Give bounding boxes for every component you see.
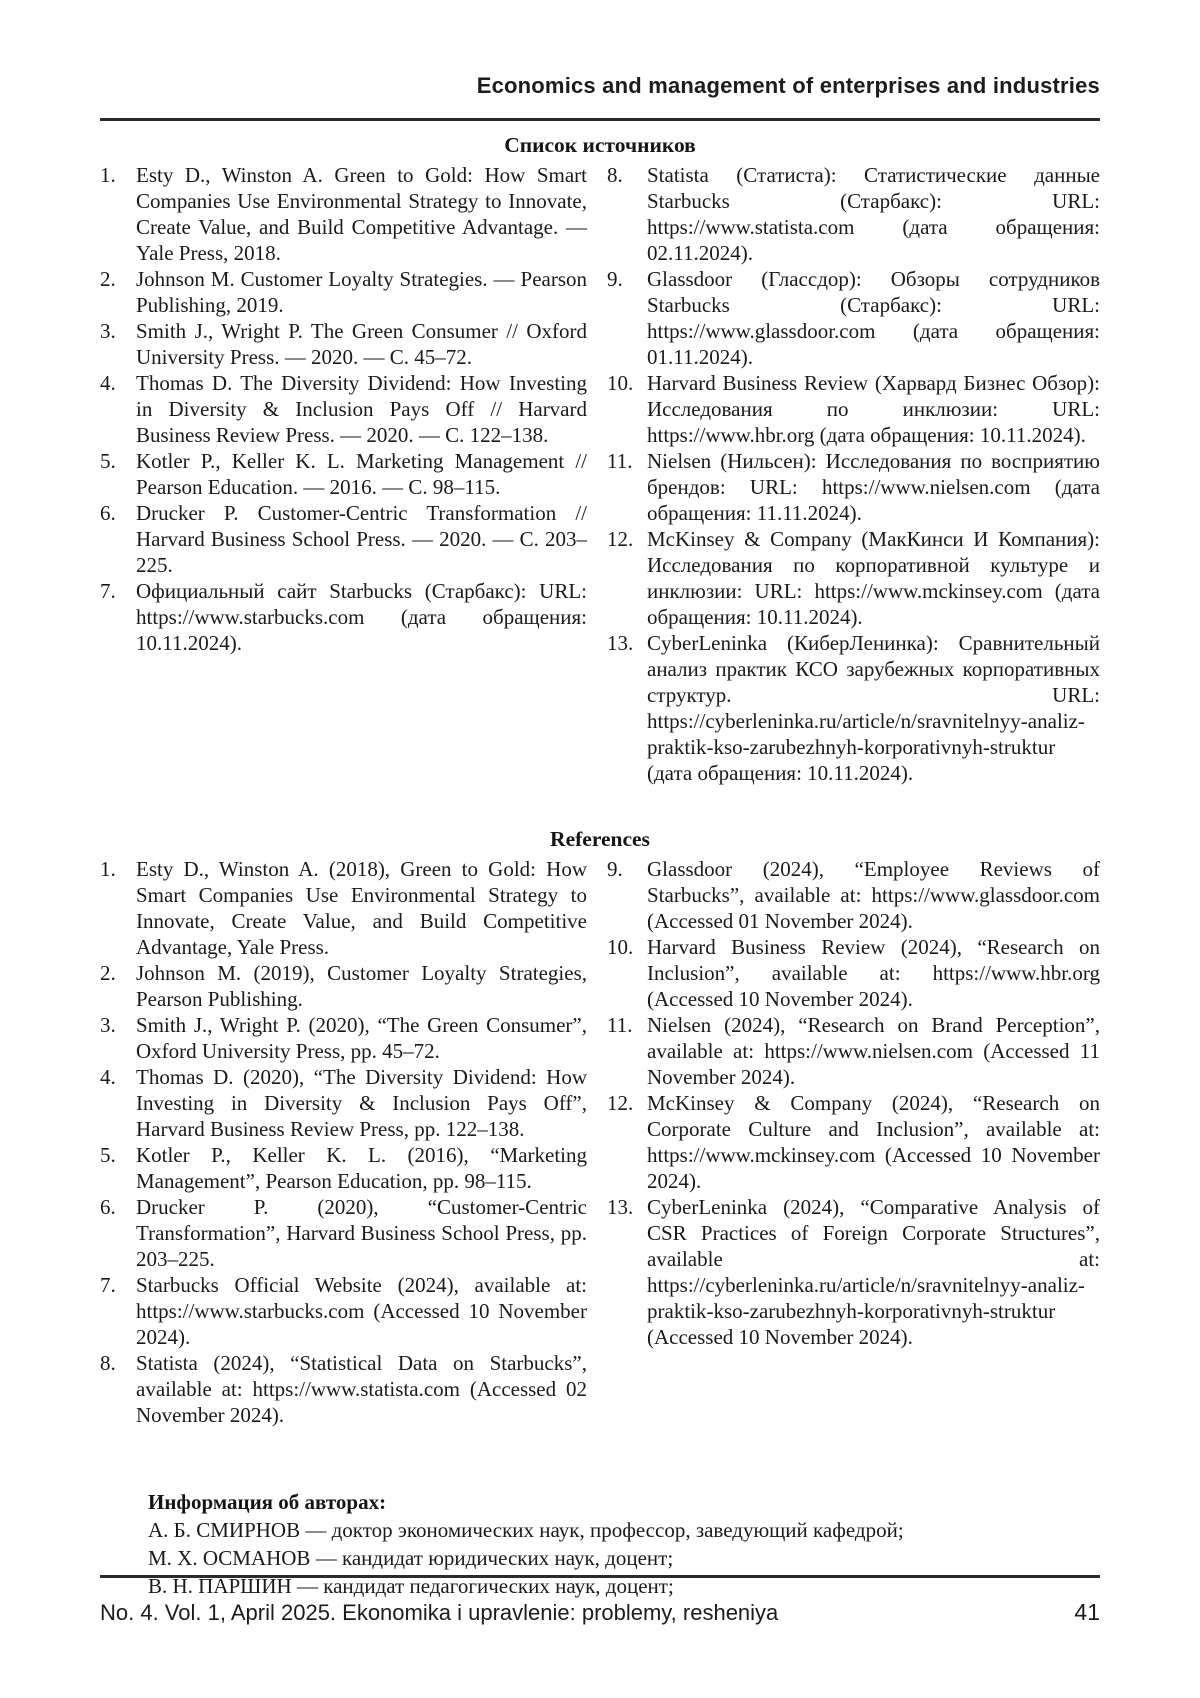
reference-text: Esty D., Winston A. Green to Gold: How Smart Companies Use Environmental Strategy to Innovate, Create Value, and Build Competitive Advantage. — Yale Press, 2018.	[136, 163, 587, 265]
sources-column-left	[100, 162, 587, 786]
reference-item	[100, 266, 587, 318]
reference-item	[100, 162, 587, 266]
reference-item	[607, 630, 1100, 786]
footer-row	[100, 1599, 1100, 1626]
sources-columns	[100, 162, 1100, 786]
reference-number: 12.	[607, 1091, 634, 1115]
reference-item	[607, 1012, 1100, 1090]
author-line	[148, 1544, 1100, 1572]
reference-text: Statista (2024), “Statistical Data on Starbucks”, available at: https://www.statista.com (Accessed 02 November 2024).	[136, 1351, 587, 1427]
reference-text: Kotler P., Keller K. L. (2016), “Marketing Management”, Pearson Education, pp. 98–115.	[136, 1143, 587, 1193]
reference-item	[607, 1194, 1100, 1350]
reference-number: 10.	[607, 935, 634, 959]
reference-text: Johnson M. (2019), Customer Loyalty Strategies, Pearson Publishing.	[136, 961, 587, 1011]
references-heading: References	[550, 827, 650, 851]
reference-text: Starbucks Official Website (2024), available at: https://www.starbucks.com (Accessed 10 November 2024).	[136, 1273, 587, 1349]
reference-text: Thomas D. The Diversity Dividend: How Investing in Diversity & Inclusion Pays Off // Harvard Business Review Press. — 2020. — С. 122–138.	[136, 371, 587, 447]
reference-number: 3.	[100, 1013, 116, 1037]
reference-text: Harvard Business Review (2024), “Research on Inclusion”, available at: https://www.hbr.org (Accessed 10 November 2024).	[647, 935, 1100, 1011]
reference-number: 11.	[607, 449, 633, 473]
running-head-title: Economics and management of enterprises and industries	[476, 73, 1100, 98]
reference-number: 11.	[607, 1013, 633, 1037]
reference-text: Drucker P. (2020), “Customer-Centric Transformation”, Harvard Business School Press, pp. 203–225.	[136, 1195, 587, 1271]
author-description: кандидат педагогических наук, доцент;	[323, 1574, 674, 1598]
reference-text: Drucker P. Customer-Centric Transformation // Harvard Business School Press. — 2020. — С. 203–225.	[136, 501, 587, 577]
author-line	[148, 1516, 1100, 1544]
reference-item	[100, 370, 587, 448]
reference-number: 7.	[100, 1273, 116, 1297]
reference-number: 4.	[100, 1065, 116, 1089]
reference-item	[607, 526, 1100, 630]
reference-item	[100, 1272, 587, 1350]
reference-item	[100, 1194, 587, 1272]
reference-text: CyberLeninka (2024), “Comparative Analysis of CSR Practices of Foreign Corporate Structures”, available at: https://cyberleninka.ru/article/n/sravnitelnyy-analiz-praktik-kso-zarubezhnyh-korporativnyh-struktur (Accessed 10 November 2024).	[647, 1195, 1100, 1349]
reference-text: Nielsen (Нильсен): Исследования по восприятию брендов: URL: https://www.nielsen.com (дата обращения: 11.11.2024).	[647, 449, 1100, 525]
reference-text: Glassdoor (2024), “Employee Reviews of Starbucks”, available at: https://www.glassdoor.com (Accessed 01 November 2024).	[647, 857, 1100, 933]
references-column-right	[607, 856, 1100, 1428]
reference-text: Smith J., Wright P. The Green Consumer // Oxford University Press. — 2020. — С. 45–72.	[136, 319, 587, 369]
reference-number: 13.	[607, 631, 634, 655]
reference-number: 8.	[100, 1351, 116, 1375]
reference-item	[607, 162, 1100, 266]
reference-item	[607, 370, 1100, 448]
reference-item	[607, 934, 1100, 1012]
reference-item	[100, 960, 587, 1012]
reference-text: Glassdoor (Глассдор): Обзоры сотрудников Starbucks (Старбакс): URL: https://www.glassdoor.com (дата обращения: 01.11.2024).	[647, 267, 1100, 369]
author-separator: —	[305, 1518, 327, 1542]
reference-text: CyberLeninka (КиберЛенинка): Сравнительный анализ практик КСО зарубежных корпоративных структур. URL: https://cyberleninka.ru/article/n/sravnitelnyy-analiz-praktik-kso-zarubezhnyh-korporativnyh-struktur (дата обращения: 10.11.2024).	[647, 631, 1100, 785]
reference-number: 5.	[100, 449, 116, 473]
references-columns	[100, 856, 1100, 1428]
reference-item	[100, 1012, 587, 1064]
reference-item	[607, 856, 1100, 934]
page-header	[100, 74, 1100, 121]
reference-number: 12.	[607, 527, 634, 551]
reference-number: 6.	[100, 1195, 116, 1219]
author-description: доктор экономических наук, профессор, заведующий кафедрой;	[331, 1518, 904, 1542]
header-rule	[100, 118, 1100, 121]
reference-text: Esty D., Winston A. (2018), Green to Gold: How Smart Companies Use Environmental Strategy to Innovate, Create Value, and Build Competitive Advantage, Yale Press.	[136, 857, 587, 959]
footer-rule	[100, 1575, 1100, 1578]
issue-info: No. 4. Vol. 1, April 2025. Ekonomika i upravlenie: problemy, resheniya	[100, 1600, 779, 1625]
reference-text: Thomas D. (2020), “The Diversity Dividend: How Investing in Diversity & Inclusion Pays Off”, Harvard Business Review Press, pp. 122–138.	[136, 1065, 587, 1141]
reference-item	[100, 856, 587, 960]
reference-number: 8.	[607, 163, 623, 187]
sources-section	[100, 132, 1100, 786]
reference-text: Smith J., Wright P. (2020), “The Green Consumer”, Oxford University Press, pp. 45–72.	[136, 1013, 587, 1063]
reference-number: 4.	[100, 371, 116, 395]
reference-item	[100, 1350, 587, 1428]
reference-number: 2.	[100, 961, 116, 985]
reference-number: 9.	[607, 857, 623, 881]
author-separator: —	[296, 1574, 318, 1598]
reference-item	[607, 1090, 1100, 1194]
reference-text: McKinsey & Company (МакКинси И Компания): Исследования по корпоративной культуре и инклюзии: URL: https://www.mckinsey.com (дата обращения: 10.11.2024).	[647, 527, 1100, 629]
reference-text: Kotler P., Keller K. L. Marketing Management // Pearson Education. — 2016. — С. 98–115.	[136, 449, 587, 499]
author-name: А. Б. СМИРНОВ	[148, 1518, 301, 1542]
reference-number: 7.	[100, 579, 116, 603]
reference-number: 6.	[100, 501, 116, 525]
author-separator: —	[315, 1546, 337, 1570]
reference-text: Johnson M. Customer Loyalty Strategies. — Pearson Publishing, 2019.	[136, 267, 587, 317]
reference-item	[100, 578, 587, 656]
reference-item	[100, 448, 587, 500]
page-footer	[100, 1575, 1100, 1626]
reference-item	[607, 448, 1100, 526]
page-number: 41	[1074, 1599, 1100, 1625]
reference-number: 1.	[100, 163, 116, 187]
author-name: В. Н. ПАРШИН	[148, 1574, 292, 1598]
author-description: кандидат юридических наук, доцент;	[341, 1546, 674, 1570]
sources-heading: Список источников	[504, 133, 696, 157]
sources-column-right	[607, 162, 1100, 786]
reference-number: 3.	[100, 319, 116, 343]
references-column-left	[100, 856, 587, 1428]
authors-heading: Информация об авторах:	[148, 1490, 387, 1514]
reference-number: 10.	[607, 371, 634, 395]
reference-item	[100, 1064, 587, 1142]
author-name: М. Х. ОСМАНОВ	[148, 1546, 311, 1570]
reference-item	[100, 1142, 587, 1194]
reference-text: Statista (Статиста): Статистические данные Starbucks (Старбакс): URL: https://www.statista.com (дата обращения: 02.11.2024).	[647, 163, 1100, 265]
reference-number: 9.	[607, 267, 623, 291]
reference-text: Nielsen (2024), “Research on Brand Perception”, available at: https://www.nielsen.com (Accessed 11 November 2024).	[647, 1013, 1100, 1089]
reference-item	[607, 266, 1100, 370]
references-section	[100, 826, 1100, 1428]
reference-number: 13.	[607, 1195, 634, 1219]
reference-text: Harvard Business Review (Харвард Бизнес Обзор): Исследования по инклюзии: URL: https://www.hbr.org (дата обращения: 10.11.2024).	[647, 371, 1100, 447]
reference-number: 5.	[100, 1143, 116, 1167]
reference-item	[100, 500, 587, 578]
reference-text: Официальный сайт Starbucks (Старбакс): URL: https://www.starbucks.com (дата обращения: 10.11.2024).	[136, 579, 587, 655]
reference-number: 2.	[100, 267, 116, 291]
reference-item	[100, 318, 587, 370]
reference-number: 1.	[100, 857, 116, 881]
reference-text: McKinsey & Company (2024), “Research on Corporate Culture and Inclusion”, available at: https://www.mckinsey.com (Accessed 10 November 2024).	[647, 1091, 1100, 1193]
